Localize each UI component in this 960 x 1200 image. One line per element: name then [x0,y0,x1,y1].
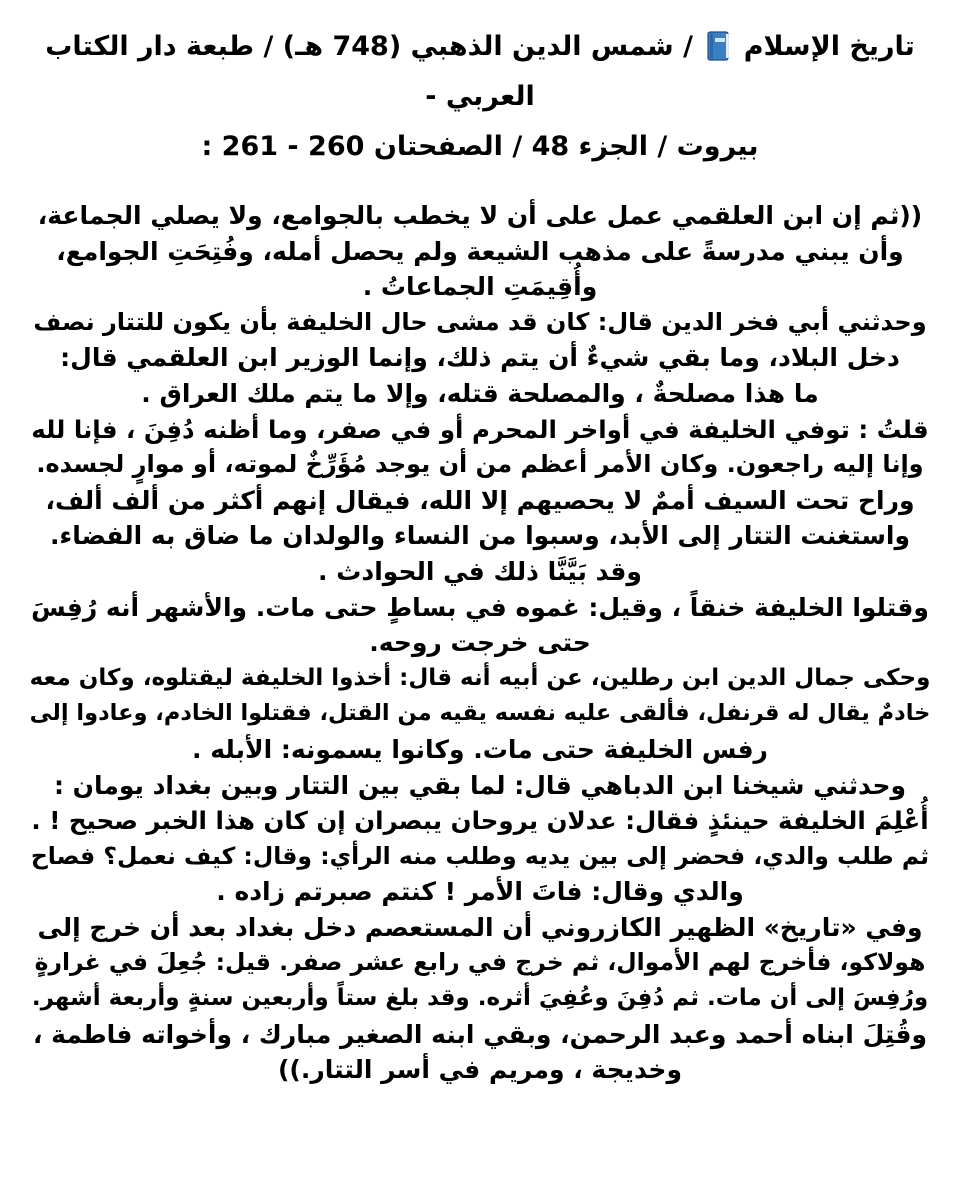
passage-line: قلتُ : توفي الخليفة في أواخر المحرم أو في صفر، وما أظنه دُفِنَ ، فإنا لله [31,414,929,444]
passage-line: حتى خرجت روحه. [369,628,591,658]
passage-line: هولاكو، فأخرج لهم الأموال، ثم خرج في رابع عشر صفر. قيل: جُعِلَ في غرارةٍ [34,948,926,977]
passage-line: وقُتِلَ ابناه أحمد وعبد الرحمن، وبقي ابنه الصغير مبارك ، وأخواته فاطمة ، [32,1019,928,1049]
passage-line: ما هذا مصلحةٌ ، والمصلحة قتله، وإلا ما يتم ملك العراق . [141,378,819,408]
passage-line: وراح تحت السيف أممٌ لا يحصيهم إلا الله، فيقال إنهم أكثر من ألف ألف، [45,485,915,515]
source-header-line-1 [28,22,932,122]
passage-line: وفي «تاريخ» الظهير الكازروني أن المستعصم دخل بغداد بعد أن خرج إلى [37,912,923,942]
passage-line: وقتلوا الخليفة خنقاً ، وقيل: غموه في بساطٍ حتى مات. والأشهر أنه رُفِسَ [31,592,929,622]
source-header-line-2: بيروت / الجزء 48 / الصفحتان 260 - 261 : [201,131,759,162]
quoted-passage [28,198,932,1088]
passage-line: وإنا إليه راجعون. وكان الأمر أعظم من أن يوجد مُؤَرِّخٌ لموته، أو موارٍ لجسده. [36,450,924,479]
passage-line: دخل البلاد، وما بقي شيءٌ أن يتم ذلك، وإنما الوزير ابن العلقمي قال: [60,343,900,373]
passage-line: ورُفِسَ إلى أن مات. ثم دُفِنَ وعُفِيَ أثره. وقد بلغ ستاً وأربعين سنةٍ وأربعة أشهر. [31,985,929,1012]
passage-line: أُعْلِمَ الخليفة حينئذٍ فقال: عدلان يروحان يبصران إن كان هذا الخبر صحيح ! . [31,806,929,836]
blue-book-icon [706,31,730,61]
source-details: / شمس الدين الذهبي (748 هـ) / طبعة دار الكتاب العربي - [45,31,693,112]
book-title: تاريخ الإسلام [743,31,915,62]
passage-line: وأن يبني مدرسةً على مذهب الشيعة ولم يحصل أمله، وفُتِحَتِ الجوامع، [56,236,904,266]
passage-line: والدي وقال: فاتَ الأمر ! كنتم صبرتم زاده . [216,877,744,907]
passage-line: وخديجة ، ومريم في أسر التتار.)) [277,1055,682,1085]
source-header [28,22,932,172]
passage-line: ((ثم إن ابن العلقمي عمل على أن لا يخطب بالجوامع، ولا يصلي الجماعة، [37,201,923,230]
passage-line: ثم طلب والدي، فحضر إلى بين يديه وطلب منه الرأي: وقال: كيف نعمل؟ فصاح [30,841,930,870]
passage-line: وأُقِيمَتِ الجماعاتُ . [362,272,598,302]
passage-line: وحدثني شيخنا ابن الدباهي قال: لما بقي بين التتار وبين بغداد يومان : [53,770,907,800]
passage-line: وقد بَيَّنَّا ذلك في الحوادث . [318,556,642,586]
header-spacer [28,172,932,198]
passage-line: خادمٌ يقال له قرنفل، فألقى عليه نفسه يقيه من القتل، فقتلوا الخادم، وعادوا إلى [29,700,931,727]
passage-line: واستغنت التتار إلى الأبد، وسبوا من النساء والولدان ما ضاق به الفضاء. [49,521,911,551]
passage-line: وحكى جمال الدين ابن رطلين، عن أبيه أنه قال: أخذوا الخليفة ليقتلوه، وكان معه [29,664,931,691]
passage-line: رفس الخليفة حتى مات. وكانوا يسمونه: الأبله . [192,734,768,764]
passage-line: وحدثني أبي فخر الدين قال: كان قد مشى حال الخليفة بأن يكون للتتار نصف [33,307,927,336]
